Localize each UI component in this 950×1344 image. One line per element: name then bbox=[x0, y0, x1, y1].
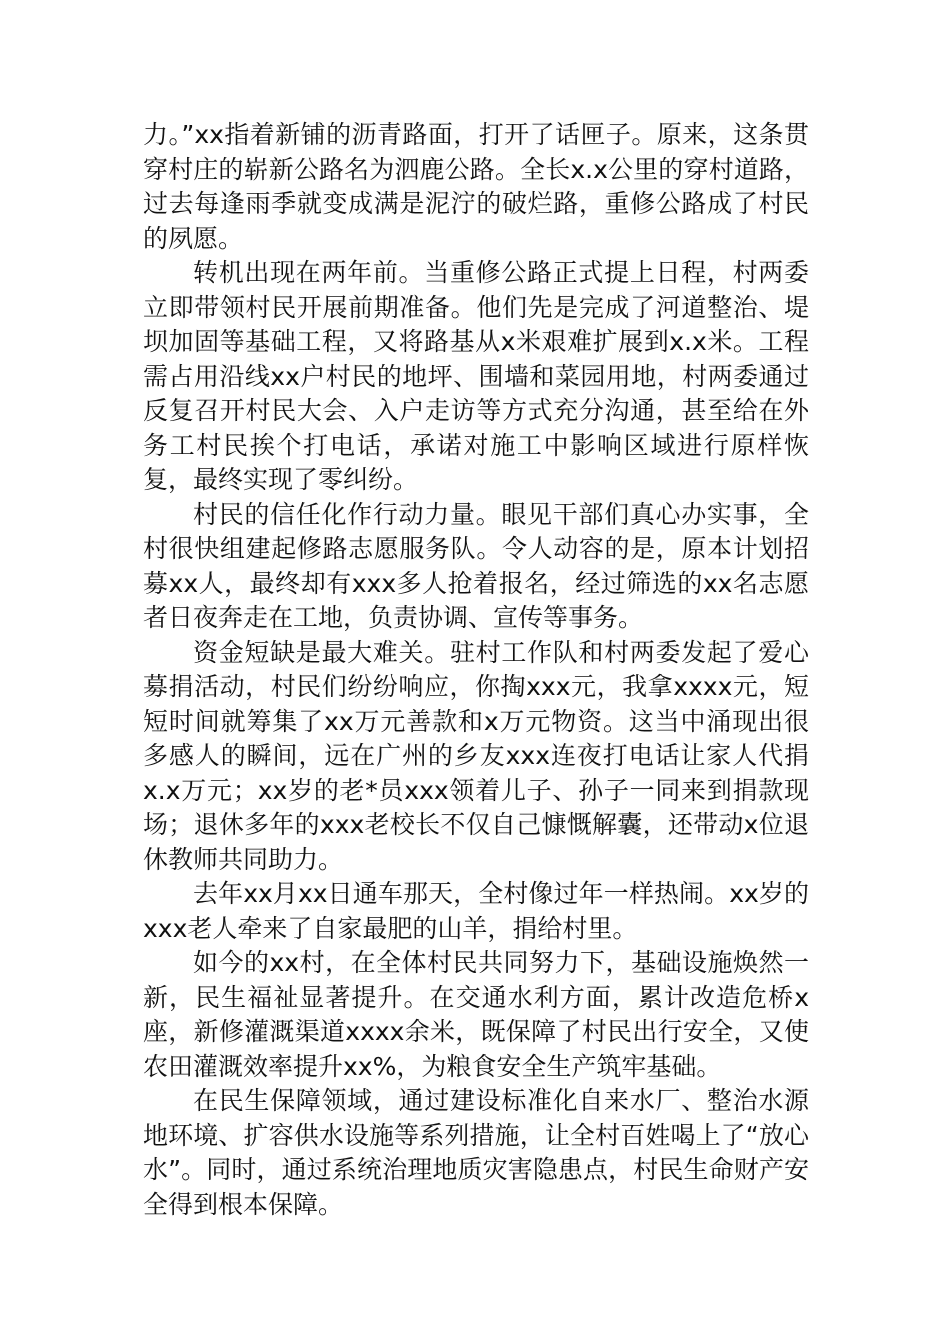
paragraph-4: 资金短缺是最大难关。驻村工作队和村两委发起了爱心募捐活动，村民们纷纷响应，你掏xxx元，我拿xxxx元，短短时间就筹集了xx万元善款和x万元物资。这当中涌现出很多感人的瞬间，远在广州的乡友xxx连夜打电话让家人代捐x.x万元；xx岁的老*员xxx领着儿子、孙子一同来到捐款现场；退休多年的xxx老校长不仅自己慷慨解囊，还带动x位退休教师共同助力。 bbox=[143, 637, 809, 874]
paragraph-1: 力。”xx指着新铺的沥青路面，打开了话匣子。原来，这条贯穿村庄的崭新公路名为泗鹿公路。全长x.x公里的穿村道路，过去每逢雨季就变成满是泥泞的破烂路，重修公路成了村民的夙愿。 bbox=[143, 120, 809, 253]
paragraph-5: 去年xx月xx日通车那天，全村像过年一样热闹。xx岁的xxx老人牵来了自家最肥的山羊，捐给村里。 bbox=[143, 879, 809, 943]
document-body bbox=[143, 118, 809, 1222]
paragraph-3: 村民的信任化作行动力量。眼见干部们真心办实事，全村很快组建起修路志愿服务队。令人动容的是，原本计划招募xx人，最终却有xxx多人抢着报名，经过筛选的xx名志愿者日夜奔走在工地，负责协调、宣传等事务。 bbox=[143, 499, 809, 632]
paragraph-6: 如今的xx村，在全体村民共同努力下，基础设施焕然一新，民生福祉显著提升。在交通水利方面，累计改造危桥x座，新修灌溉渠道xxxx余米，既保障了村民出行安全，又使农田灌溉效率提升xx%，为粮食安全生产筑牢基础。 bbox=[143, 948, 809, 1081]
paragraph-2: 转机出现在两年前。当重修公路正式提上日程，村两委立即带领村民开展前期准备。他们先是完成了河道整治、堤坝加固等基础工程，又将路基从x米艰难扩展到x.x米。工程需占用沿线xx户村民的地坪、围墙和菜园用地，村两委通过反复召开村民大会、入户走访等方式充分沟通，甚至给在外务工村民挨个打电话，承诺对施工中影响区域进行原样恢复，最终实现了零纠纷。 bbox=[143, 258, 809, 494]
paragraph-7: 在民生保障领域，通过建设标准化自来水厂、整治水源地环境、扩容供水设施等系列措施，让全村百姓喝上了“放心水”。同时，通过系统治理地质灾害隐患点，村民生命财产安全得到根本保障。 bbox=[143, 1086, 809, 1219]
